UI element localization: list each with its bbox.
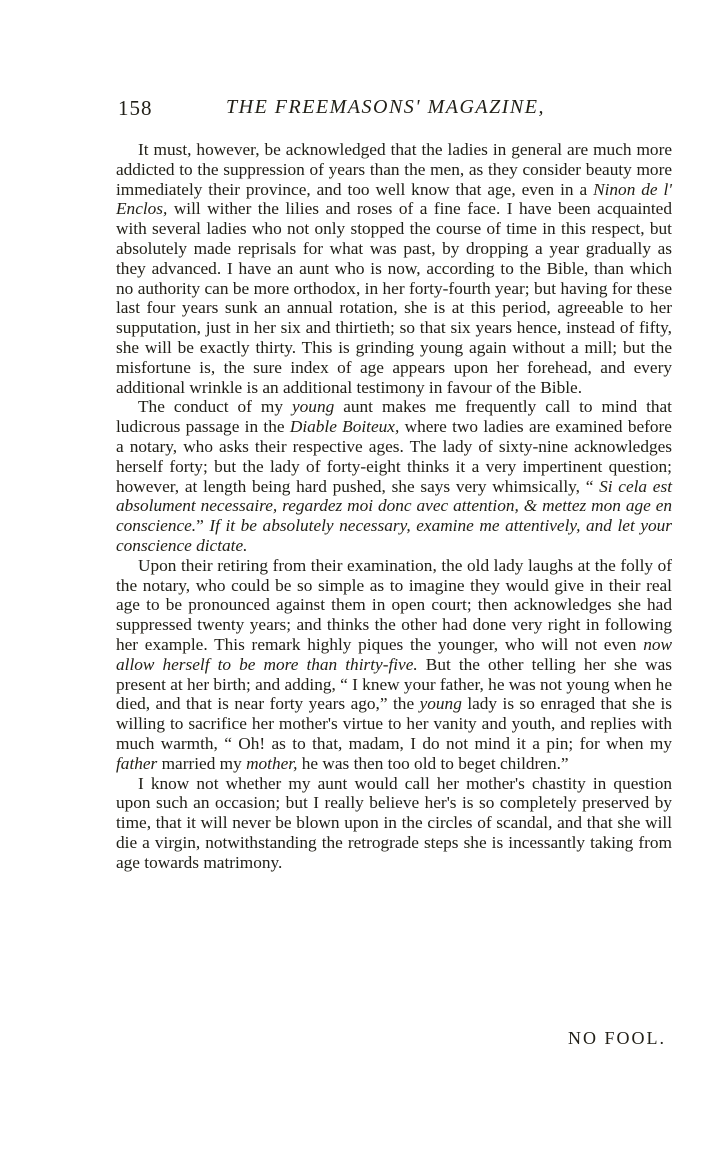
article-body bbox=[116, 140, 672, 872]
body-paragraph bbox=[116, 140, 672, 397]
italic-text-run: Ninon de l' Enclos, bbox=[116, 179, 673, 219]
italic-text-run: mother, bbox=[246, 753, 298, 773]
text-run: he was then too old to beget children.” bbox=[297, 753, 569, 773]
running-title: THE FREEMASONS' MAGAZINE, bbox=[226, 96, 545, 118]
body-paragraph bbox=[116, 556, 672, 774]
body-paragraph bbox=[116, 774, 672, 873]
text-run: It must, however, be acknowledged that the ladies in general are much more addicted to the suppression of years than the men, as they consider beauty more immediately their province, and too well know that age, even in a bbox=[116, 140, 672, 199]
page-number: 158 bbox=[118, 96, 153, 120]
italic-text-run: Diable Boiteux, bbox=[289, 417, 400, 437]
text-run: I know not whether my aunt would call her mother's chastity in question upon such an occasion; but I really believe her's is so completely preserved by time, that it will never be blown upon in the circles of scandal, and that she will die a virgin, notwithstanding the retrograde steps she is incessantly taking from age towards matrimony. bbox=[116, 773, 672, 872]
text-run: But the other telling her she was present at her birth; and adding, “ I knew your father, he was not young when he died, and that is near forty years ago,” the bbox=[116, 654, 672, 714]
italic-text-run: young bbox=[419, 694, 462, 714]
text-run: ” bbox=[196, 516, 210, 536]
text-run: where two ladies are examined before a notary, who asks their respective ages. The lady of sixty-nine acknowledges herself forty; but the lady of forty-eight thinks it a very impertinent question; however, at length being hard pushed, she says very whimsically, “ bbox=[116, 417, 672, 496]
text-run: will wither the lilies and roses of a fine face. I have been acquainted with several ladies who not only stopped the course of time in this respect, but absolutely made reprisals for what was past, by dropping a year gradually as they advanced. I have an aunt who is now, according to the Bible, than which no authority can be more orthodox, in her forty-fourth year; but having for these last four years sunk an annual rotation, she is at this period, agreeable to her supputation, just in her six and thirtieth; so that six years hence, instead of fifty, she will be exactly thirty. This is grinding young again without a mill; but the misfortune is, the sure index of age appears upon her forehead, and every additional wrinkle is an additional testimony in favour of the Bible. bbox=[116, 199, 672, 397]
body-paragraph bbox=[116, 397, 672, 555]
text-run: The conduct of my bbox=[138, 397, 292, 417]
text-run: lady is so enraged that she is willing to sacrifice her mother's virtue to her vanity and youth, and replies with much warmth, “ Oh! as to that, madam, I do not mind it a pin; for when my bbox=[116, 694, 672, 753]
page-header bbox=[118, 90, 678, 130]
italic-text-run: father bbox=[116, 753, 158, 773]
text-run: married my bbox=[157, 753, 247, 773]
italic-text-run: Si cela est absolument necessaire, regardez moi donc avec attention, & mettez mon age en conscience. bbox=[116, 476, 673, 536]
author-signature: NO FOOL. bbox=[567, 1028, 666, 1048]
text-run: aunt makes me frequently call to mind that ludicrous passage in the bbox=[116, 397, 672, 437]
italic-text-run: young bbox=[292, 397, 335, 417]
text-run: Upon their retiring from their examination, the old lady laughs at the folly of the notary, who could be so simple as to imagine they would give in their real age to be pronounced against them in open court; then acknowledges she had suppressed twenty years; and thinks the other had done very right in following her example. This remark highly piques the younger, who will not even bbox=[116, 555, 672, 654]
italic-text-run: now allow herself to be more than thirty-five. bbox=[116, 634, 672, 674]
italic-text-run: If it be absolutely necessary, examine me attentively, and let your conscience dictate. bbox=[116, 516, 672, 555]
